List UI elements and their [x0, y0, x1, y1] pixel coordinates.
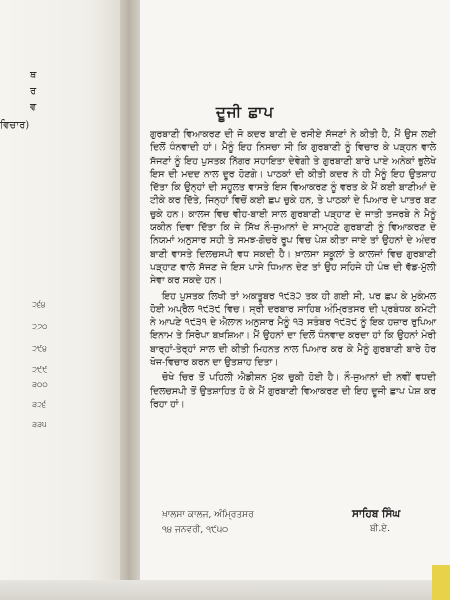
left-page-number: ੨੯੯	[32, 365, 48, 374]
paragraph: ਗੁਰਬਾਣੀ ਵਿਆਕਰਣ ਦੀ ਜੋ ਕਦਰ ਬਾਣੀ ਦੇ ਰਸੀਏ ਸੱਜਣਾਂ ਨੇ ਕੀਤੀ ਹੈ, ਮੈਂ ਉਸ ਲਈ ਦਿਲੋਂ ਧੰਨਵਾਦੀ ਹਾਂ। ਮੈਨੂੰ ਇਹ ਨਿਸਚਾ ਸੀ ਕਿ ਗੁਰਬਾਣੀ ਨੂੰ ਵਿਚਾਰ ਕੇ ਪੜ੍ਹਨ ਵਾਲੇ ਸੱਜਣਾਂ ਨੂੰ ਇਹ ਪੁਸਤਕ ਨਿੱਗਰ ਸਹਾਇਤਾ ਦੇਵੇਗੀ ਤੇ ਗੁਰਬਾਣੀ ਬਾਰੇ ਪਾਏ ਅਨੇਕਾਂ ਭੁਲੇਖੇ ਇਸ ਦੀ ਮਦਦ ਨਾਲ ਦੂਰ ਹੋਣਗੇ। ਪਾਠਕਾਂ ਦੀ ਕੀਤੀ ਕਦਰ ਨੇ ਹੀ ਮੈਨੂੰ ਇਹ ਉਤਸ਼ਾਹ ਦਿੱਤਾ ਕਿ ਉਨ੍ਹਾਂ ਦੀ ਸਹੂਲਤ ਵਾਸਤੇ ਇਸ ਵਿਆਕਰਣ ਨੂੰ ਵਰਤ ਕੇ ਮੈਂ ਕਈ ਬਾਣੀਆਂ ਦੇ ਟੀਕੇ ਕਰ ਦਿੱਤੇ, ਜਿਨ੍ਹਾਂ ਵਿਚੋਂ ਕਈ ਛਪ ਚੁਕੇ ਹਨ, ਤੇ ਪਾਠਕਾਂ ਦੇ ਪਿਆਰ ਦੇ ਪਾਤਰ ਬਣ ਚੁਕੇ ਹਨ। ਕਾਲਜ ਵਿਚ ਵੀਹ-ਬਾਈ ਸਾਲ ਗੁਰਬਾਣੀ ਪੜ੍ਹਾਣ ਦੇ ਜਾਤੀ ਤਜਰਬੇ ਨੇ ਮੈਨੂੰ ਯਕੀਨ ਦਿਵਾ ਦਿੱਤਾ ਕਿ ਜੇ ਸਿੱਖ ਨੌ-ਜੁਆਨਾਂ ਦੇ ਸਾਮ੍ਹਣੇ ਗੁਰਬਾਣੀ ਨੂੰ ਵਿਆਕਰਣ ਦੇ ਨਿਯਮਾਂ ਅਨੁਸਾਰ ਸਹੀ ਤੇ ਸਮਝ-ਗੋਚਰੇ ਰੂਪ ਵਿਚ ਪੇਸ਼ ਕੀਤਾ ਜਾਏ ਤਾਂ ਉਹਨਾਂ ਦੇ ਅੰਦਰ ਬਾਣੀ ਵਾਸਤੇ ਦਿਲਚਸਪੀ ਵਧ ਸਕਦੀ ਹੈ। ਖ਼ਾਲਸਾ ਸਕੂਲਾਂ ਤੇ ਕਾਲਜਾਂ ਵਿਚ ਗੁਰਬਾਣੀ ਪੜ੍ਹਾਣ ਵਾਲੇ ਸੱਜਣ ਜੇ ਇਸ ਪਾਸੇ ਧਿਆਨ ਦੇਣ ਤਾਂ ਉਹ ਸਹਿਜੇ ਹੀ ਪੰਥ ਦੀ ਵੱਡ-ਮੁੱਲੀ ਸੇਵਾ ਕਰ ਸਕਦੇ ਹਨ।	[150, 129, 436, 287]
paragraph: ਚੋਖੇ ਚਿਰ ਤੋਂ ਪਹਿਲੀ ਐਡੀਸ਼ਨ ਮੁੱਕ ਚੁਕੀ ਹੋਈ ਹੈ। ਨੌ-ਜੁਆਨਾਂ ਦੀ ਨਵੀਂ ਵਧਦੀ ਦਿਲਚਸਪੀ ਤੋਂ ਉਤਸ਼ਾਹਿਤ ਹੋ ਕੇ ਮੈਂ ਗੁਰਬਾਣੀ ਵਿਆਕਰਣ ਦੀ ਇਹ ਦੂਜੀ ਛਾਪ ਪੇਸ਼ ਕਰ ਰਿਹਾ ਹਾਂ।	[150, 372, 436, 410]
left-page-fragment: ਵਿਚਾਰ)	[0, 120, 30, 131]
author-name: ਸਾਹਿਬ ਸਿੰਘ	[352, 508, 401, 520]
author-degree: ਬੀ.ਏ.	[370, 524, 391, 534]
left-page-fragment: ਥ	[30, 70, 37, 81]
left-page-number: ੩੦੦	[32, 380, 48, 389]
left-page-fragment: ਵ	[30, 102, 37, 113]
left-page-number: ੨੭੦	[32, 322, 48, 331]
left-page-fragment: ਰ	[30, 86, 37, 97]
signature-place: ਖ਼ਾਲਸਾ ਕਾਲਜ, ਅੰਮ੍ਰਿਤਸਰ	[162, 510, 254, 520]
left-page-number: ੨੯੪	[32, 344, 47, 353]
left-page-number: ੩੨੬	[32, 400, 47, 409]
page-body	[150, 128, 436, 413]
paragraph: ਇਹ ਪੁਸਤਕ ਲਿਖੀ ਤਾਂ ਅਕਤੂਬਰ ੧੯੩੨ ਤਕ ਹੀ ਗਈ ਸੀ, ਪਰ ਛਪ ਕੇ ਮੁਕੰਮਲ ਹੋਈ ਅਪ੍ਰੈਲ ੧੯੩੯ ਵਿਚ। ਸ੍ਰੀ ਦਰਬਾਰ ਸਾਹਿਬ ਅੰਮ੍ਰਿਤਸਰ ਦੀ ਪ੍ਰਬੰਧਕ ਕਮੇਟੀ ਨੇ ਆਪਣੇ ੧੯੩੧ ਦੇ ਐਲਾਨ ਅਨੁਸਾਰ ਮੈਨੂੰ ੧੩ ਸਤੰਬਰ ੧੯੩੯ ਨੂੰ ਇਕ ਹਜ਼ਾਰ ਰੁਪਿਆ ਇਨਾਮ ਤੇ ਸਿਰੋਪਾ ਬਖ਼ਸ਼ਿਆ। ਮੈਂ ਉਹਨਾਂ ਦਾ ਦਿਲੋਂ ਧੰਨਵਾਦ ਕਰਦਾ ਹਾਂ ਕਿ ਉਹਨਾਂ ਮੇਰੀ ਬਾਰ੍ਹਾਂ-ਤੇਰ੍ਹਾਂ ਸਾਲ ਦੀ ਕੀਤੀ ਮਿਹਨਤ ਨਾਲ ਪਿਆਰ ਕਰ ਕੇ ਮੈਨੂੰ ਗੁਰਬਾਣੀ ਬਾਰੇ ਹੋਰ ਖੋਜ-ਵਿਚਾਰ ਕਰਨ ਦਾ ਉਤਸ਼ਾਹ ਦਿਤਾ।	[150, 290, 436, 369]
left-page	[0, 0, 128, 600]
left-page-number: ੩੩੫	[32, 420, 47, 429]
cover-edge	[432, 565, 450, 600]
page-title: ਦੂਜੀ ਛਾਪ	[215, 103, 275, 121]
bottom-edge	[0, 580, 450, 600]
left-page-number: ੨੬੪	[32, 300, 46, 309]
signature-date: ੧੪ ਜਨਵਰੀ, ੧੯੫੦	[162, 525, 229, 535]
